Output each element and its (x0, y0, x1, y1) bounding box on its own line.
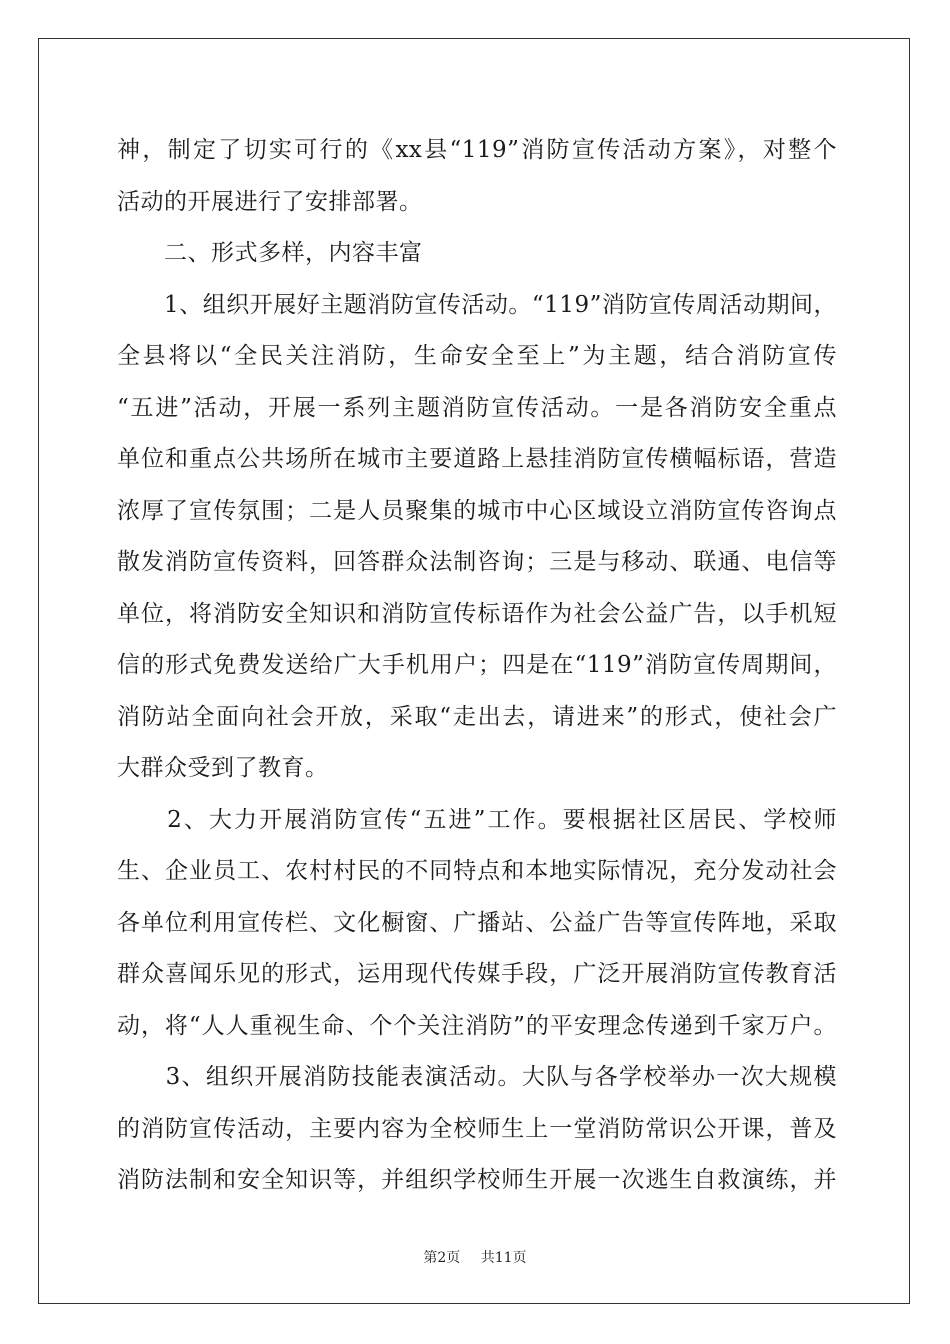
text-line: “五进”活动，开展一系列主题消防宣传活动。一是各消防安全重点 (117, 394, 837, 421)
text-line: 浓厚了宣传氛围；二是人员聚集的城市中心区域设立消防宣传咨询点 (117, 497, 837, 524)
page-total: 共11页 (480, 1250, 527, 1266)
text-line: 2、大力开展消防宣传“五进”工作。要根据社区居民、学校师 (117, 806, 837, 833)
text-line: 活动的开展进行了安排部署。 (117, 188, 423, 215)
text-line: 生、企业员工、农村村民的不同特点和本地实际情况，充分发动社会 (117, 858, 837, 884)
text-line: 3、组织开展消防技能表演活动。大队与各学校举办一次大规模 (117, 1064, 837, 1090)
text-line: 信的形式免费发送给广大手机用户；四是在“119”消防宣传周期间， (117, 652, 837, 678)
page-footer (0, 1247, 950, 1267)
text-line: 散发消防宣传资料，回答群众法制咨询；三是与移动、联通、电信等 (117, 549, 837, 575)
text-line: 动，将“人人重视生命、个个关注消防”的平安理念传递到千家万户。 (117, 1012, 837, 1039)
text-line: 1、组织开展好主题消防宣传活动。“119”消防宣传周活动期间， (117, 291, 837, 318)
text-line: 二、形式多样，内容丰富 (117, 240, 423, 266)
text-line: 单位，将消防安全知识和消防宣传标语作为社会公益广告，以手机短 (117, 600, 837, 627)
text-line: 神，制定了切实可行的《xx县“119”消防宣传活动方案》，对整个 (117, 137, 837, 163)
text-line: 大群众受到了教育。 (117, 755, 329, 781)
text-line: 消防法制和安全知识等，并组织学校师生开展一次逃生自救演练，并 (117, 1167, 837, 1193)
text-line: 的消防宣传活动，主要内容为全校师生上一堂消防常识公开课，普及 (117, 1115, 837, 1142)
page-number: 第2页 (423, 1250, 461, 1266)
text-line: 群众喜闻乐见的形式，运用现代传媒手段，广泛开展消防宣传教育活 (117, 961, 837, 987)
text-line: 单位和重点公共场所在城市主要道路上悬挂消防宣传横幅标语，营造 (117, 446, 837, 472)
text-line: 全县将以“全民关注消防，生命安全至上”为主题，结合消防宣传 (117, 343, 837, 369)
text-line: 消防站全面向社会开放，采取“走出去，请进来”的形式，使社会广 (117, 703, 837, 730)
document-body (117, 125, 837, 1207)
text-line: 各单位利用宣传栏、文化橱窗、广播站、公益广告等宣传阵地，采取 (117, 909, 837, 936)
